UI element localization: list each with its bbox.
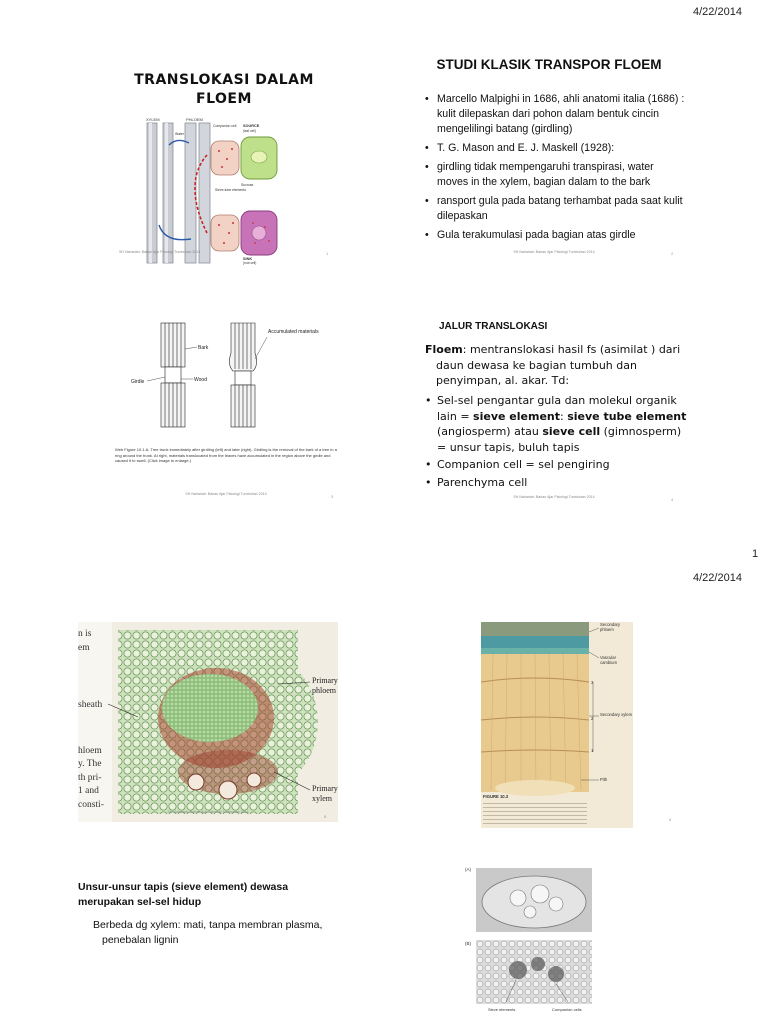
slide-2 <box>414 52 684 267</box>
label-sucrose: Sucrose <box>241 183 254 187</box>
slide-heading: JALUR TRANSLOKASI <box>439 321 548 332</box>
label-xylem: XYLEM <box>146 117 160 122</box>
text-line: n is <box>78 629 92 639</box>
label-companion-cell: Companion cell <box>213 124 237 128</box>
list-item: • T. G. Mason and E. J. Maskell (1928): <box>425 141 687 156</box>
label-pith: Pith <box>600 777 608 782</box>
figure-caption: Web Figure 10.1.A. Tree trunk immediately after girdling (left) and later (right). Girdling is the removal of the bark of a tree in a ring around the trunk. At right, materials translocated from the leaves have accumulated in the region above the girdle and caused it to swell. (Click image to enlarge.) <box>115 447 337 463</box>
slide-1 <box>109 60 339 265</box>
label-girdle: Girdle <box>131 379 145 385</box>
slide-footer: SH Nahariah: Bahan Ajar Fisiologi Tumbuhan 2014 <box>119 250 201 254</box>
label-ring-2: 2 <box>591 716 594 721</box>
text-segment: Sel-sel pengantar gula dan molekul organik lain = <box>437 394 677 423</box>
phloem-translocation-diagram <box>119 115 279 265</box>
list-item: • girdling tidak mempengaruhi transpirasi, water moves in the xylem, bagian dalam to the bark <box>425 160 687 190</box>
text-line: sheath <box>78 700 103 710</box>
girdling-diagram <box>127 319 317 431</box>
sieve-element-micrograph-b <box>476 940 592 1004</box>
text-line: hloem <box>78 745 102 756</box>
label-water: Water <box>175 132 184 136</box>
slide-8 <box>462 866 594 1018</box>
list-item: • Marcello Malpighi in 1686, ahli anatomi italia (1686) : kulit dilepaskan dari pohon dalam bentuk cincin mengelilingi batang (girdling) <box>425 92 687 137</box>
label-sieve-elements: Sieve elements <box>488 1007 516 1012</box>
slide-number: 6 <box>669 817 672 822</box>
slide-title <box>109 71 339 109</box>
slide-number: 4 <box>671 497 674 502</box>
term-sieve-element: sieve element <box>473 409 560 423</box>
label-vascular-cambium: Vascular cambium <box>600 655 617 665</box>
bullet-list <box>425 393 687 492</box>
term-sieve-tube-element: sieve tube element <box>567 409 687 423</box>
label-companion-cells: Companion cells <box>552 1007 582 1012</box>
label-primary-xylem: Primary xylem <box>312 784 338 803</box>
page-date: 4/22/2014 <box>693 572 742 584</box>
slide-6 <box>481 622 672 828</box>
list-item: • Companion cell = sel pengiring <box>425 457 687 473</box>
label-source: SOURCE <box>243 124 260 128</box>
text-line: 1 and <box>78 786 99 796</box>
list-item: • Gula terakumulasi pada bagian atas girdle <box>425 228 687 243</box>
label-secondary-phloem: Secondary phloem <box>600 622 621 632</box>
text-line: y. The <box>78 759 102 769</box>
page-number: 1 <box>752 548 759 560</box>
text-line: em <box>78 642 90 653</box>
figure-title: FIGURE 10.3 <box>483 794 509 799</box>
slide-footer: SH Nahariah: Bahan Ajar Fisiologi Tumbuhan 2014 <box>167 810 249 814</box>
bullet-list <box>425 92 687 247</box>
label-sink-sub: (root cell) <box>243 261 257 265</box>
label-wood: Wood <box>194 377 207 383</box>
list-item: • Parenchyma cell <box>425 475 687 491</box>
sieve-element-micrograph-a <box>476 868 592 932</box>
text-segment: : <box>560 409 568 423</box>
slide-number: 2 <box>671 251 674 256</box>
floem-term: Floem <box>425 343 463 356</box>
title-line-1: TRANSLOKASI DALAM <box>134 72 314 88</box>
xylem-comparison: Berbeda dg xylem: mati, tanpa membran plasma, penebalan lignin <box>93 919 323 946</box>
floem-text: : mentranslokasi hasil fs (asimilat ) dari daun dewasa ke bagian tumbuh dan penyimpan, al. akar. Td: <box>436 343 681 387</box>
label-primary-phloem: Primary phloem <box>312 676 338 695</box>
cropped-text-column <box>78 628 104 812</box>
slide-7 <box>78 880 348 960</box>
figure-caption-lines <box>483 800 587 824</box>
list-item: • ransport gula pada batang terhambat pada saat kulit dilepaskan <box>425 194 687 224</box>
page-date: 4/22/2014 <box>693 6 742 18</box>
label-source-sub: (leaf cell) <box>243 129 256 133</box>
label-accumulated: Accumulated materials <box>268 329 319 335</box>
slide-3 <box>109 315 341 510</box>
slide-title: STUDI KLASIK TRANSPOR FLOEM <box>436 57 662 72</box>
slide-5 <box>78 622 338 822</box>
floem-definition <box>425 342 687 389</box>
text-line: consti- <box>78 799 104 810</box>
slide-footer: SH Nahariah: Bahan Ajar Fisiologi Tumbuhan 2014 <box>513 250 595 254</box>
label-bark: Bark <box>198 345 209 351</box>
term-sieve-cell: sieve cell <box>542 425 601 438</box>
slide-4 <box>414 315 687 510</box>
slide-footer: SH Nahariah: Bahan Ajar Fisiologi Tumbuhan 2014 <box>185 492 267 496</box>
label-ring-3: 3 <box>591 680 594 685</box>
slide-number: 3 <box>331 494 334 499</box>
title-line-2: FLOEM <box>196 91 252 107</box>
label-a: (A) <box>465 867 471 872</box>
list-item <box>425 393 687 455</box>
label-phloem: PHLOEM <box>186 117 203 122</box>
label-b: (B) <box>465 941 471 946</box>
label-sink: SINK <box>243 257 253 261</box>
label-sieve-tube: Sieve-tube elements <box>215 188 246 192</box>
slide-footer: SH Nahariah: Bahan Ajar Fisiologi Tumbuhan 2014 <box>513 495 595 499</box>
slide-number: 5 <box>324 814 327 819</box>
text-segment: (angiosperm) atau <box>437 425 543 438</box>
text-segment: (gimnosperm) = unsur tapis, buluh tapis <box>437 425 682 454</box>
label-ring-1: 1 <box>591 748 594 753</box>
text-line: th pri- <box>78 772 102 783</box>
sieve-element-statement: Unsur-unsur tapis (sieve element) dewasa merupakan sel-sel hidup <box>78 881 289 908</box>
primary-vascular-bundle-micrograph <box>78 622 338 822</box>
slide-number: 1 <box>326 251 329 256</box>
label-secondary-xylem: Secondary xylem <box>600 712 633 717</box>
